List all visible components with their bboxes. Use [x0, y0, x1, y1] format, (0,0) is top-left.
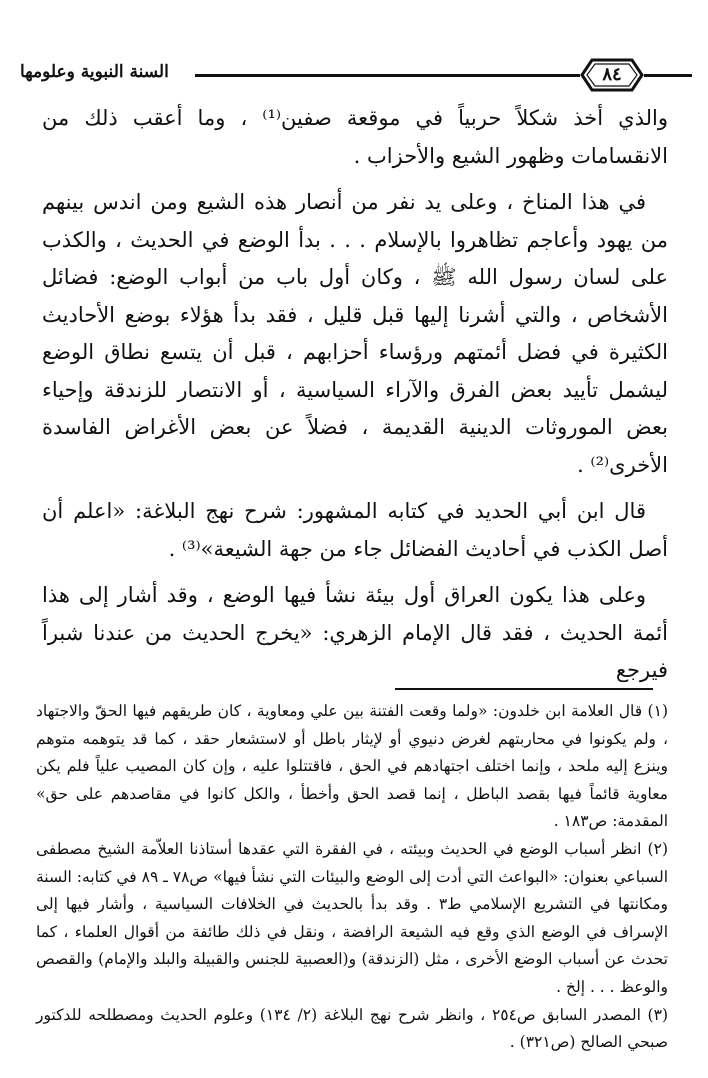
running-title: السنة النبوية وعلومها: [20, 62, 169, 82]
footnote: (١) قال العلامة ابن خلدون: «ولما وقعت الفتنة بين علي ومعاوية ، كان طريقهم فيها الحقّ والاجتهاد ، ولم يكونوا في محاربتهم لغرض دنيوي أو لإيثار باطل أو لاستشعار حقد ، كما قد يتوهمه متوهم وينزع إليه ملحد ، وإنما اختلف اجتهادهم في الحق ، فاقتتلوا عليه ، وإن كان المصيب علياً فلم يكن معاوية قائماً فيها بقصد الباطل ، إنما قصد الحق وأخطأ ، والكل كانوا في مقاصدهم على حق» المقدمة: ص١٨٣ .: [36, 702, 668, 831]
page-number: ٨٤: [602, 64, 622, 85]
footnote: (٣) المصدر السابق ص٢٥٤ ، وانظر شرح نهج البلاغة (٢/ ١٣٤) وعلوم الحديث ومصطلحه للدكتور صبحي الصالح (ص٣٢١) .: [36, 1005, 668, 1052]
body-paragraph: في هذا المناخ ، وعلى يد نفر من أنصار هذه الشيع ومن اندس بينهم من يهود وأعاجم تظاهروا بالإسلام . . . بدأ الوضع في الحديث ، والكذب على لسان رسول الله ﷺ ، وكان أول باب من أبواب الوضع: فضائل الأشخاص ، والتي أشرنا إليها قبل قليل ، فقد بدأ هؤلاء بوضع الأحاديث الكثيرة في فضل أئمتهم ورؤساء أحزابهم ، قبل أن يتسع نطاق الوضع ليشمل تأييد بعض الفرق والآراء السياسية ، أو الانتصار للزندقة وإحياء بعض الموروثات الدينية القديمة ، فضلاً عن بعض الأغراض الفاسدة الأخرى⁽²⁾ .: [42, 190, 668, 477]
body-paragraph: وعلى هذا يكون العراق أول بيئة نشأ فيها الوضع ، وقد أشار إلى هذا أئمة الحديث ، فقد قال الإمام الزهري: «يخرج الحديث من عندنا شبراً فيرجع: [42, 583, 668, 682]
header-rule-left: [195, 74, 580, 77]
body-paragraph: قال ابن أبي الحديد في كتابه المشهور: شرح نهج البلاغة: «اعلم أن أصل الكذب في أحاديث الفضائل جاء من جهة الشيعة»⁽³⁾ .: [42, 499, 668, 561]
page-header: [20, 54, 692, 98]
main-text: [42, 100, 668, 699]
footnote: (٢) انظر أسباب الوضع في الحديث وبيئته ، في الفقرة التي عقدها أستاذنا العلاّمة الشيخ مصطفى السباعي بعنوان: «البواعث التي أدت إلى الوضع والبيئات التي نشأ فيها» ص٧٨ ـ ٨٩ في كتابه: السنة ومكانتها في التشريع الإسلامي ط٣ . وقد بدأ بالحديث في الخلافات السياسية ، وأشار فيها إلى الإسراف في الوضع الذي وقع فيه الشيعة الرافضة ، ونقل في ذلك طائفة من أقوال العلماء ، كما تحدث عن أسباب الوضع الأخرى ، مثل (الزندقة) و(العصبية للجنس والقبيلة والبلد والإمام) والقصص والوعظ . . . إلخ .: [36, 839, 668, 996]
footnotes: [36, 698, 668, 1057]
footnote-separator: [395, 688, 653, 690]
header-rule-right: [644, 74, 692, 77]
page-number-badge: [580, 56, 644, 94]
body-paragraph: والذي أخذ شكلاً حربياً في موقعة صفين⁽¹⁾ ، وما أعقب ذلك من الانقسامات وظهور الشيع والأحزاب .: [42, 106, 668, 168]
